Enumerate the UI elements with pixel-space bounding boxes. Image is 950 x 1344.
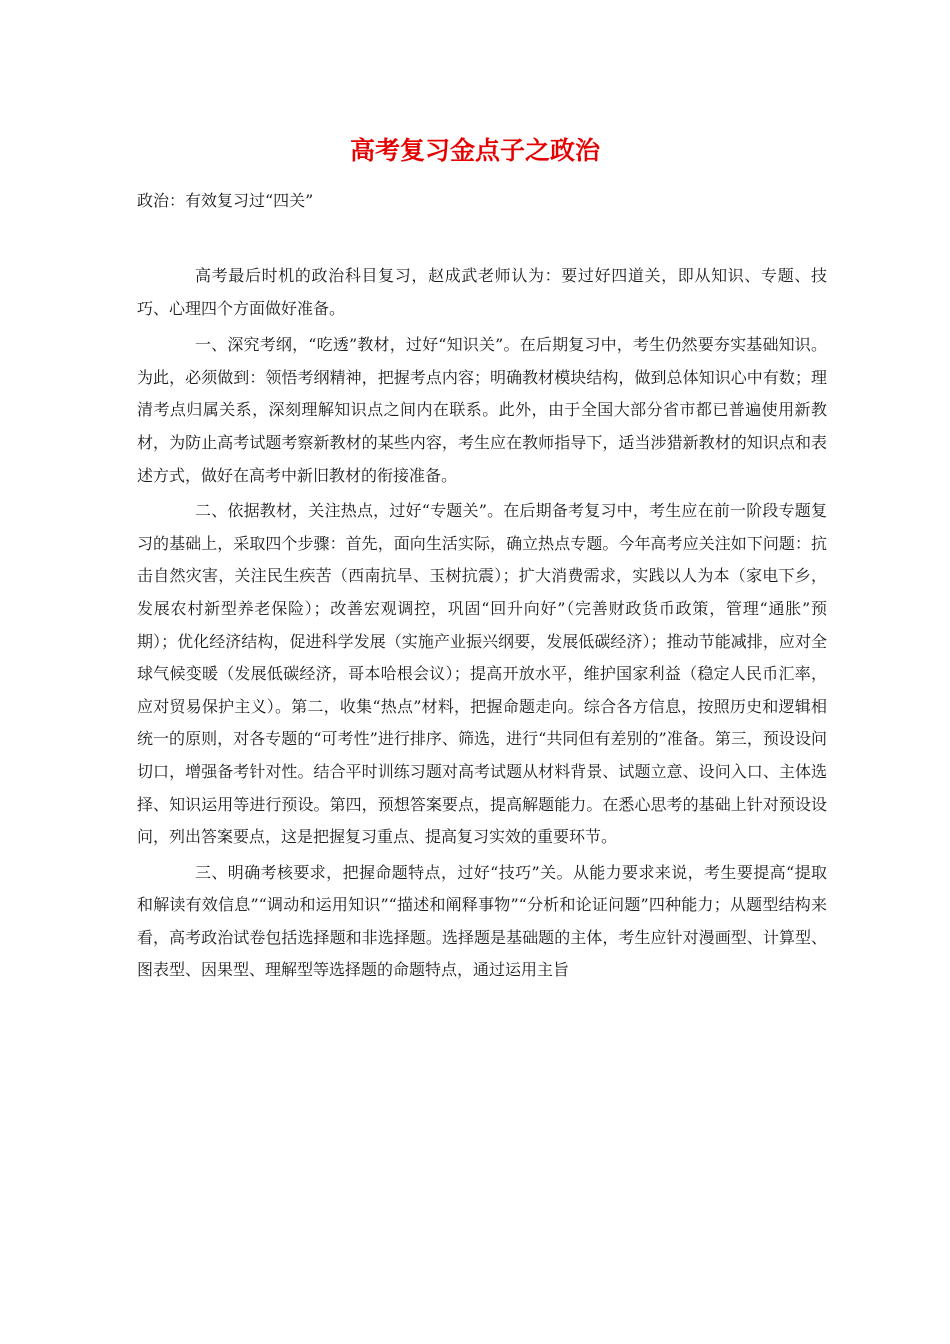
document-body bbox=[137, 260, 827, 990]
paragraph-intro: 高考最后时机的政治科目复习，赵成武老师认为：要过好四道关，即从知识、专题、技巧、心理四个方面做好准备。 bbox=[137, 266, 827, 318]
document-subtitle: 政治：有效复习过“四关” bbox=[137, 191, 314, 210]
paragraph-section-3: 三、明确考核要求，把握命题特点，过好“技巧”关。从能力要求来说，考生要提高“提取和解读有效信息”“调动和运用知识”“描述和阐释事物”“分析和论证问题”四种能力；从题型结构来看，高考政治试卷包括选择题和非选择题。选择题是基础题的主体，考生应针对漫画型、计算型、图表型、因果型、理解型等选择题的命题特点，通过运用主旨 bbox=[137, 862, 827, 980]
paragraph-section-1: 一、深究考纲，“吃透”教材，过好“知识关”。在后期复习中，考生仍然要夯实基础知识。为此，必须做到：领悟考纲精神，把握考点内容；明确教材模块结构，做到总体知识心中有数；理清考点归属关系，深刻理解知识点之间内在联系。此外，由于全国大部分省市都已普遍使用新教材，为防止高考试题考察新教材的某些内容，考生应在教师指导下，适当涉猎新教材的知识点和表述方式，做好在高考中新旧教材的衔接准备。 bbox=[137, 335, 827, 485]
document-title: 高考复习金点子之政治 bbox=[349, 136, 600, 165]
paragraph-section-2: 二、依据教材，关注热点，过好“专题关”。在后期备考复习中，考生应在前一阶段专题复习的基础上，采取四个步骤：首先，面向生活实际，确立热点专题。今年高考应关注如下问题：抗击自然灾害，关注民生疾苦（西南抗旱、玉树抗震）；扩大消费需求，实践以人为本（家电下乡，发展农村新型养老保险）；改善宏观调控，巩固“回升向好”（完善财政货币政策，管理“通胀”预期）；优化经济结构，促进科学发展（实施产业振兴纲要，发展低碳经济）；推动节能减排，应对全球气候变暖（发展低碳经济，哥本哈根会议）；提高开放水平，维护国家利益（稳定人民币汇率，应对贸易保护主义）。第二，收集“热点”材料，把握命题走向。综合各方信息，按照历史和逻辑相统一的原则，对各专题的“可考性”进行排序、筛选，进行“共同但有差别的”准备。第三，预设设问切口，增强备考针对性。结合平时训练习题对高考试题从材料背景、试题立意、设问入口、主体选择、知识运用等进行预设。第四，预想答案要点，提高解题能力。在悉心思考的基础上针对预设设问，列出答案要点，这是把握复习重点、提高复习实效的重要环节。 bbox=[137, 501, 827, 847]
